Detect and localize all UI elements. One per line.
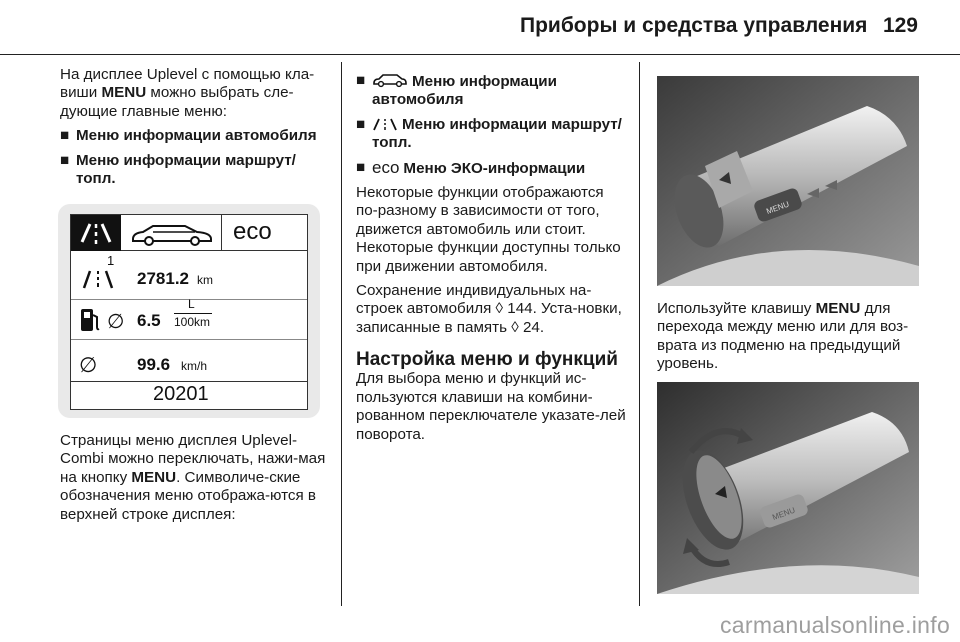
- trip-road-icon: [372, 117, 398, 131]
- page-number: 129: [882, 14, 918, 37]
- menu-button-photo: [657, 76, 919, 286]
- list-item: ■ Меню информации автомобиля: [356, 72, 557, 109]
- paragraph: Для выбора меню и функций ис-пользуются клавиши на комбини-рованном переключателе указате-лей поворота.: [356, 370, 626, 443]
- column-divider: [639, 62, 640, 606]
- fuel-consumption-value: 6.5: [137, 311, 161, 330]
- column-3: [657, 300, 927, 374]
- menu-button-label: MENU: [771, 505, 797, 523]
- section-heading: Настройка меню и функций: [356, 349, 618, 371]
- watermark: carmanualsonline.info: [720, 612, 951, 638]
- list-item: ■ Меню информации автомобиля: [60, 127, 317, 145]
- intro-paragraph: На дисплее Uplevel с помощью кла-виши MENU можно выбрать сле-дующие главные меню:: [60, 66, 315, 120]
- paragraph: Сохранение индивидуальных на-строек автомобиля ◊ 144. Уста-новки, записанные в память ◊ 24.: [356, 282, 622, 336]
- trip-road-icon: [71, 215, 121, 251]
- column-2: [356, 72, 628, 444]
- eco-icon: eco: [372, 157, 400, 177]
- thumbwheel-photo: [657, 382, 919, 594]
- average-speed-value: 99.6: [137, 355, 171, 374]
- consumption-unit-numerator: L: [188, 297, 195, 311]
- list-item: ■ Меню информации маршрут/топл.: [60, 151, 296, 188]
- tab-trip-active: [71, 215, 121, 251]
- average-symbol: ∅: [79, 354, 98, 377]
- list-item: ■ Меню информации маршрут/топл.: [356, 115, 622, 152]
- consumption-unit-denominator: 100km: [174, 315, 211, 329]
- caption-paragraph: Используйте клавишу MENU для перехода между меню или для воз-врата из подменю на предыдущий уровень.: [657, 300, 909, 373]
- eco-icon: eco: [233, 218, 272, 245]
- trip-road-icon: [81, 267, 115, 291]
- car-icon: [372, 72, 408, 88]
- cluster-screen: [70, 214, 308, 410]
- trip-index: 1: [107, 253, 115, 268]
- column-1: [60, 66, 330, 188]
- menu-button-label: MENU: [765, 199, 791, 217]
- paragraph: Некоторые функции отображаются по-разному в зависимости от того, движется автомобиль или стоит. Некоторые функции доступны только при движении автомобиля.: [356, 184, 621, 275]
- column-1-lower: [60, 432, 330, 524]
- car-icon: [129, 221, 215, 247]
- trip-distance: 2781.2: [137, 269, 189, 288]
- odometer: 20201: [153, 383, 209, 405]
- menu-key-label: MENU: [815, 300, 861, 317]
- cluster-display-figure: [58, 204, 320, 418]
- distance-unit: km: [197, 273, 213, 287]
- fuel-pump-icon: [79, 307, 101, 333]
- speed-unit: km/h: [181, 359, 208, 373]
- menu-key-label: MENU: [101, 84, 147, 102]
- menu-key-label: MENU: [131, 468, 177, 486]
- average-symbol: ∅: [107, 311, 125, 333]
- header-rule: [0, 54, 960, 55]
- menu-paging-paragraph: Страницы меню дисплея Uplevel-Combi можно переключать, нажи-мая на кнопку MENU. Символиче-ские обозначения меню отобража-ются в верхней строке дисплея:: [60, 432, 326, 523]
- display-tab-bar: [71, 215, 307, 251]
- list-item: ■ eco Меню ЭКО-информации: [356, 157, 586, 177]
- column-divider: [341, 62, 342, 606]
- page-title: Приборы и средства управления: [520, 14, 868, 37]
